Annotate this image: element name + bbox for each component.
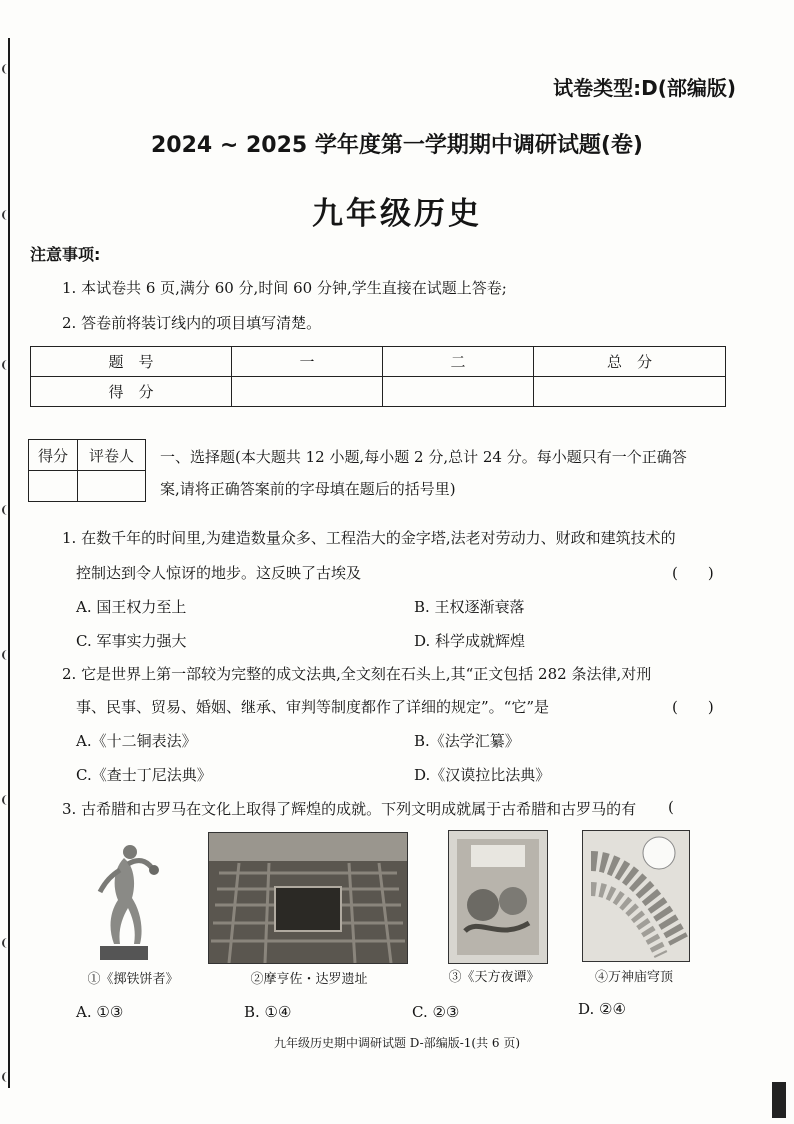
score-table-header-row — [31, 347, 726, 377]
option-b: B. ①④ — [244, 1003, 292, 1021]
section-heading — [160, 441, 740, 505]
question-1-line: 1. 在数千年的时间里,为建造数量众多、工程浩大的金字塔,法老对劳动力、财政和建筑技术的 — [62, 529, 676, 547]
discus-thrower-image — [84, 838, 164, 962]
score-table-score-row — [31, 377, 726, 407]
option-d: D.《汉谟拉比法典》 — [414, 766, 551, 784]
answer-bracket[interactable]: ( ) — [672, 564, 714, 582]
score-table-cell: 总 分 — [534, 347, 726, 377]
grader-table — [28, 439, 146, 502]
question-2-line: 事、民事、贸易、婚姻、继承、审判等制度都作了详细的规定”。“它”是 — [76, 698, 550, 716]
option-a: A. ①③ — [76, 1003, 124, 1021]
arabian-nights-image — [448, 830, 548, 964]
score-table-cell: 一 — [232, 347, 383, 377]
option-b: B. 王权逐渐衰落 — [414, 598, 525, 616]
section-heading-line: 一、选择题(本大题共 12 小题,每小题 2 分,总计 24 分。每小题只有一个正确答 — [160, 448, 687, 466]
paper-type-label: 试卷类型:D(部编版) — [553, 76, 736, 100]
option-a: A.《十二铜表法》 — [76, 732, 197, 750]
score-table-cell: 二 — [383, 347, 534, 377]
score-entry-cell[interactable] — [534, 377, 726, 407]
answer-bracket[interactable]: ( ) — [672, 698, 714, 716]
question-1-line: 控制达到令人惊讶的地步。这反映了古埃及 — [76, 564, 362, 582]
score-table-cell: 题 号 — [31, 347, 232, 377]
score-table — [30, 346, 726, 407]
notice-item: 2. 答卷前将装订线内的项目填写清楚。 — [62, 314, 322, 332]
binding-hole-mark — [2, 505, 12, 515]
option-b: B.《法学汇纂》 — [414, 732, 520, 750]
option-c: C. 军事实力强大 — [76, 632, 187, 650]
grader-score-entry[interactable] — [29, 471, 78, 502]
notice-heading: 注意事项: — [30, 245, 101, 264]
grader-label: 评卷人 — [78, 440, 146, 471]
page-corner-mark — [772, 1082, 786, 1118]
binding-hole-mark — [2, 64, 12, 74]
option-d: D. ②④ — [578, 1000, 626, 1018]
subject-title: 九年级历史 — [312, 196, 482, 232]
section-heading-line: 案,请将正确答案前的字母填在题后的括号里) — [160, 480, 456, 498]
binding-hole-mark — [2, 1072, 12, 1082]
option-d: D. 科学成就辉煌 — [414, 632, 526, 650]
grader-name-entry[interactable] — [78, 471, 146, 502]
pantheon-dome-image — [582, 830, 690, 962]
question-3-line: 3. 古希腊和古罗马在文化上取得了辉煌的成就。下列文明成就属于古希腊和古罗马的有 — [62, 800, 637, 818]
notice-item: 1. 本试卷共 6 页,满分 60 分,时间 60 分钟,学生直接在试题上答卷; — [62, 279, 507, 297]
mohenjo-daro-image — [208, 832, 408, 964]
binding-hole-mark — [2, 795, 12, 805]
option-c: C.《查士丁尼法典》 — [76, 766, 212, 784]
image-caption: ①《掷铁饼者》 — [87, 972, 179, 987]
score-table-cell: 得 分 — [31, 377, 232, 407]
image-caption: ④万神庙穹顶 — [594, 970, 673, 985]
option-a: A. 国王权力至上 — [76, 598, 187, 616]
image-caption: ③《天方夜谭》 — [448, 970, 540, 985]
page-footer: 九年级历史期中调研试题 D-部编版-1(共 6 页) — [273, 1036, 521, 1050]
binding-hole-mark — [2, 360, 12, 370]
score-entry-cell[interactable] — [232, 377, 383, 407]
exam-title: 2024 ~ 2025 学年度第一学期期中调研试题(卷) — [151, 133, 643, 158]
answer-bracket[interactable]: ( — [668, 798, 674, 816]
image-caption: ②摩亨佐・达罗遗址 — [250, 972, 368, 987]
score-entry-cell[interactable] — [383, 377, 534, 407]
question-2-line: 2. 它是世界上第一部较为完整的成文法典,全文刻在石头上,其“正文包括 282 条法律,对刑 — [62, 665, 652, 683]
binding-hole-mark — [2, 938, 12, 948]
grader-score-label: 得分 — [29, 440, 78, 471]
binding-hole-mark — [2, 650, 12, 660]
option-c: C. ②③ — [412, 1003, 460, 1021]
